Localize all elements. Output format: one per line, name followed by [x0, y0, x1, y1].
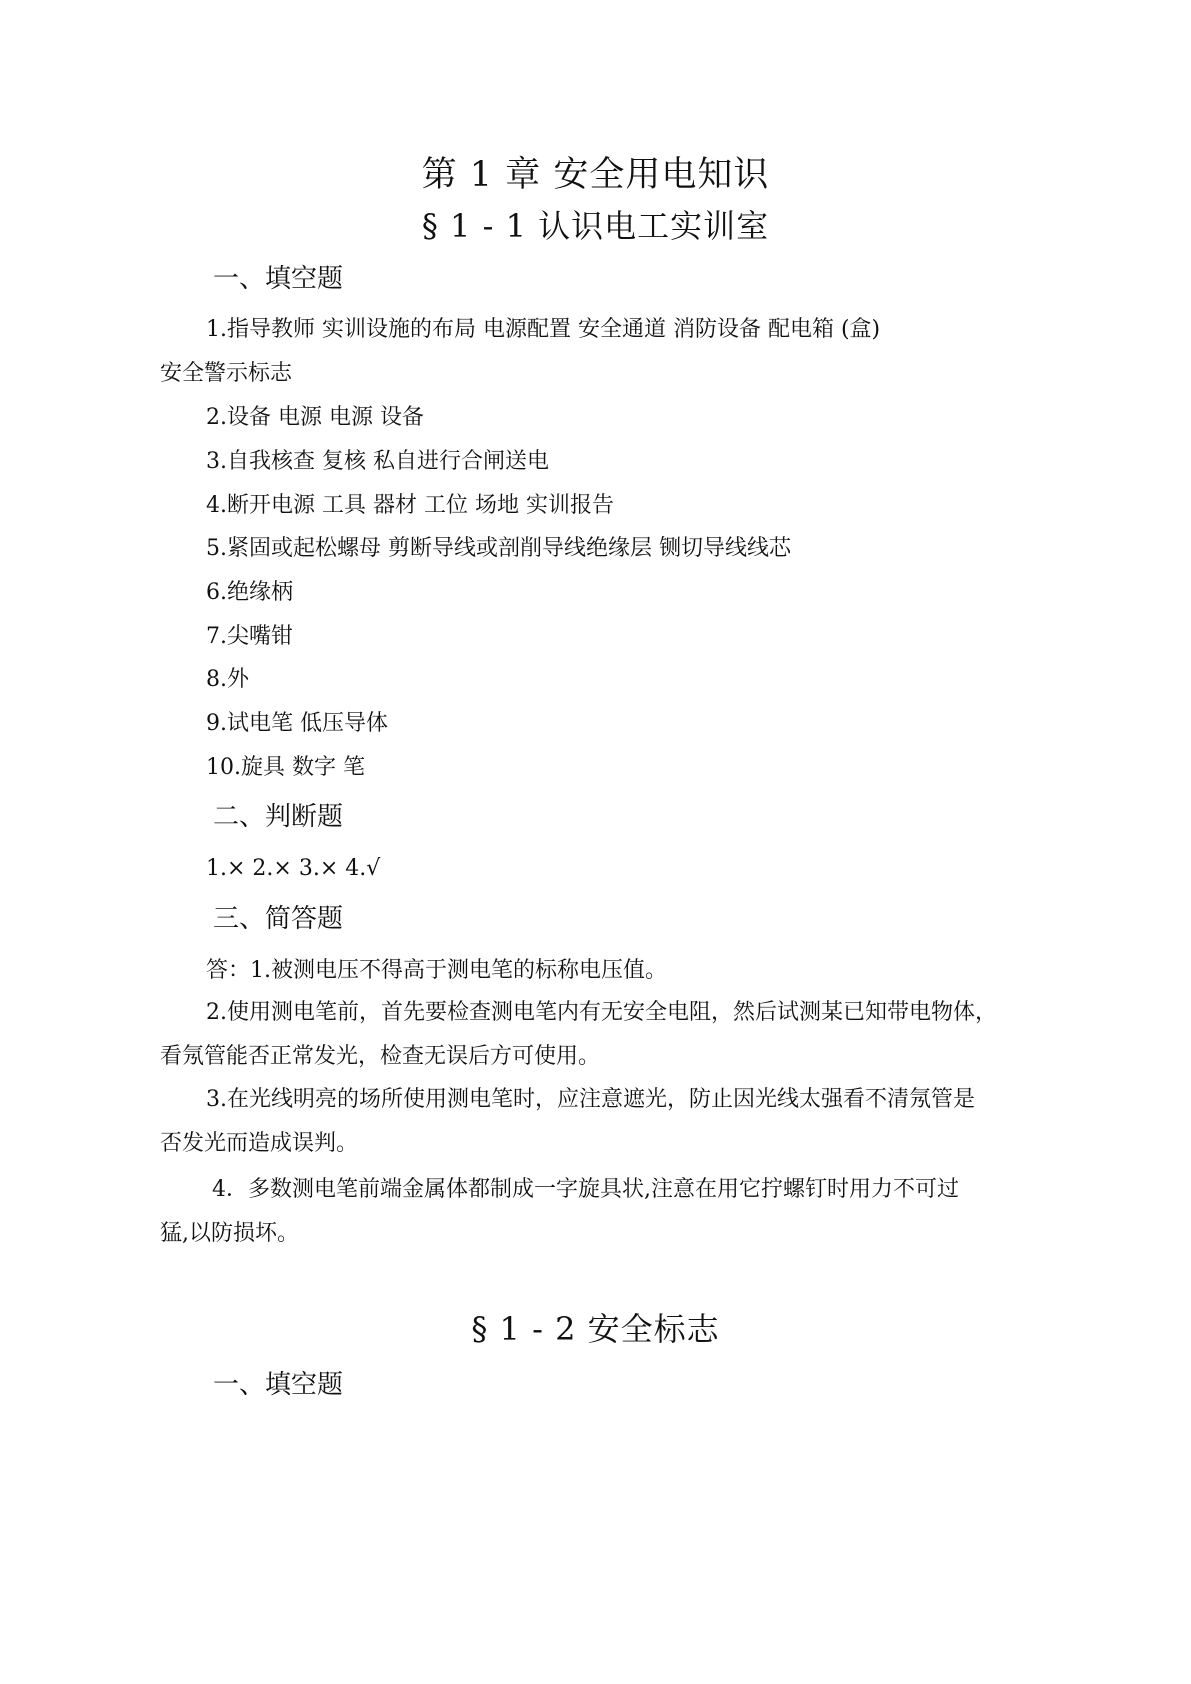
fill-blank-line-5: 5.紧固或起松螺母 剪断导线或剖削导线绝缘层 铡切导线线芯: [206, 536, 791, 561]
judgment-answers: 1.× 2.× 3.× 4.√: [206, 856, 381, 881]
short-answer-line-1: 答：1.被测电压不得高于测电笔的标称电压值。: [206, 958, 667, 983]
fill-blank-line-6: 6.绝缘柄: [206, 580, 293, 605]
fill-blank-line-8: 8.外: [206, 667, 249, 692]
short-answer-line-2: 2.使用测电笔前，首先要检查测电笔内有无安全电阻，然后试测某已知带电物体，: [206, 1000, 997, 1025]
fill-blank-line-2: 2.设备 电源 电源 设备: [206, 405, 424, 430]
heading-short-answer: 三、简答题: [213, 904, 344, 934]
chapter-title: 第 1 章 安全用电知识: [421, 155, 770, 195]
fill-blank-line-4: 4.断开电源 工具 器材 工位 场地 实训报告: [206, 493, 614, 518]
short-answer-line-4: 4．多数测电笔前端金属体都制成一字旋具状,注意在用它拧螺钉时用力不可过: [212, 1177, 959, 1202]
section-title-1-2: § 1 - 2 安全标志: [471, 1310, 720, 1348]
fill-blank-line-10: 10.旋具 数字 笔: [206, 755, 365, 780]
fill-blank-line-3: 3.自我核查 复核 私自进行合闸送电: [206, 449, 549, 474]
heading-fill-blank-1-2: 一、填空题: [213, 1370, 344, 1400]
short-answer-line-3: 3.在光线明亮的场所使用测电笔时，应注意遮光，防止因光线太强看不清氖管是: [206, 1087, 975, 1112]
short-answer-line-3-continued: 否发光而造成误判。: [160, 1131, 359, 1156]
heading-judgment: 二、判断题: [213, 802, 344, 832]
short-answer-line-4-continued: 猛,以防损坏。: [160, 1221, 299, 1246]
section-title-1-1: § 1 - 1 认识电工实训室: [421, 207, 770, 245]
fill-blank-line-1: 1.指导教师 实训设施的布局 电源配置 安全通道 消防设备 配电箱 (盒): [206, 317, 881, 342]
heading-fill-blank: 一、填空题: [213, 264, 344, 294]
fill-blank-line-9: 9.试电笔 低压导体: [206, 711, 388, 736]
fill-blank-line-7: 7.尖嘴钳: [206, 624, 293, 649]
fill-blank-line-1-continued: 安全警示标志: [160, 361, 293, 386]
short-answer-line-2-continued: 看氖管能否正常发光，检查无误后方可使用。: [160, 1044, 601, 1069]
